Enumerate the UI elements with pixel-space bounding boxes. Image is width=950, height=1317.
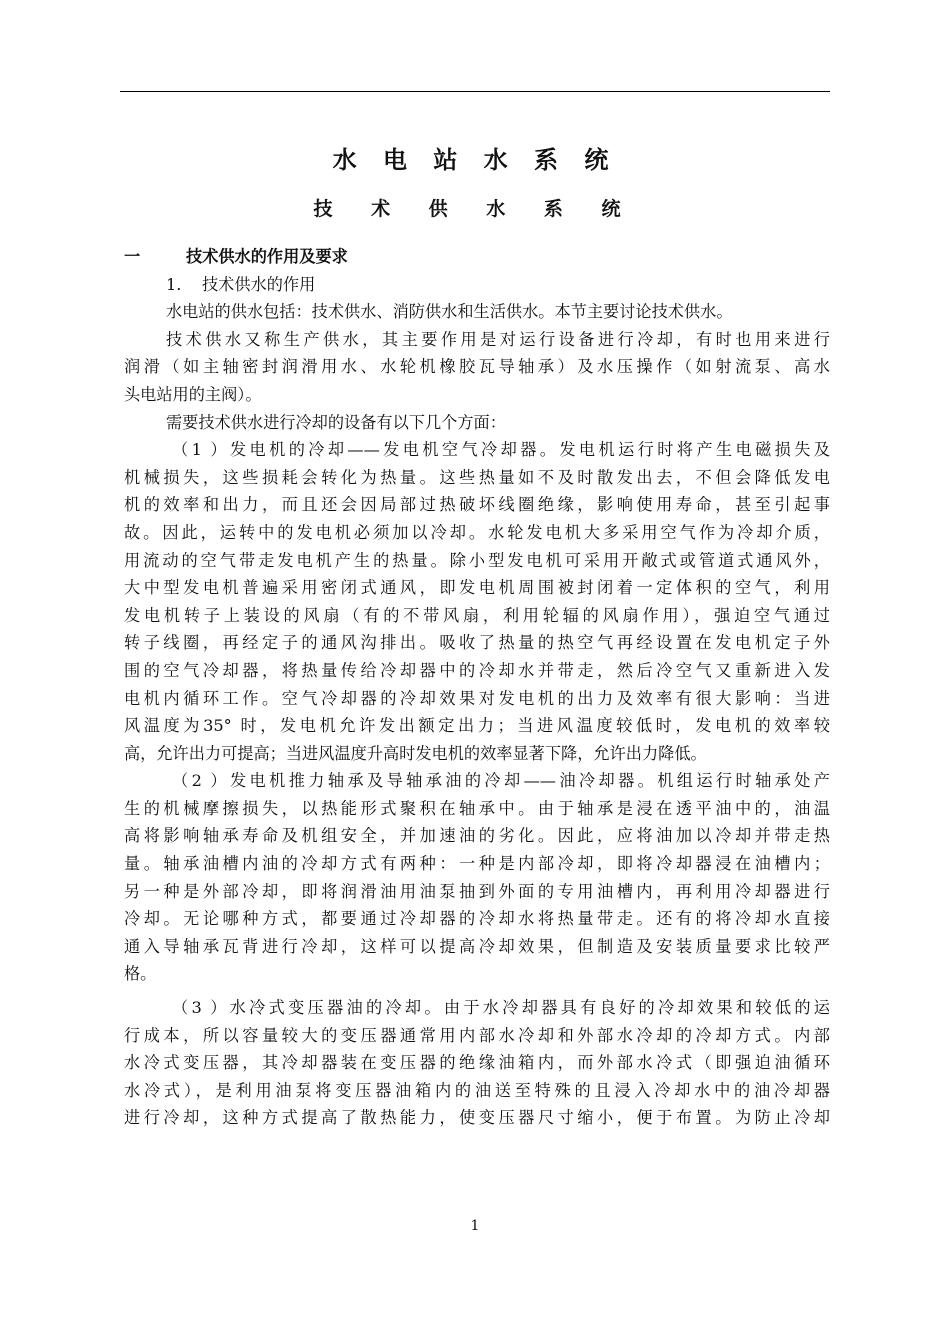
text-line: 水电站的供水包括：技术供水、消防供水和生活供水。本节主要讨论技术供水。 [166, 302, 733, 322]
text-line: 用流动的空气带走发电机产生的热量。除小型发电机可采用开敞式或管道式通风外， [124, 550, 830, 570]
text-line: 量。轴承油槽内油的冷却方式有两种：一种是内部冷却，即将冷却器浸在油槽内； [124, 854, 830, 874]
page-number: 1 [470, 1218, 480, 1234]
document-body [124, 243, 830, 1132]
text-line: 水冷式），是利用油泵将变压器油箱内的油送至特殊的且浸入冷却水中的油冷却器 [124, 1080, 830, 1100]
subsection-number: 1. [166, 274, 182, 294]
text-line: 格。 [124, 964, 157, 984]
section-number: 一 [124, 247, 141, 266]
text-line: （1 ）发电机的冷却——发电机空气冷却器。发电机运行时将产生电磁损失及 [172, 440, 830, 460]
text-line: 通入导轴承瓦背进行冷却，这样可以提高冷却效果，但制造及安装质量要求比较严 [124, 936, 830, 956]
text-line: （3 ）水冷式变压器油的冷却。由于水冷却器具有良好的冷却效果和较低的运 [172, 998, 830, 1018]
text-line: 水冷式变压器，其冷却器装在变压器的绝缘油箱内，而外部水冷式（即强迫油循环 [124, 1053, 830, 1073]
text-line: 机的效率和出力，而且还会因局部过热破坏线圈绝缘，影响使用寿命，甚至引起事 [124, 495, 830, 515]
text-line: 大中型发电机普遍采用密闭式通风，即发电机周围被封闭着一定体积的空气，利用 [124, 578, 830, 598]
document-subtitle: 技 术 供 水 系 统 [313, 198, 637, 220]
text-line: 故。因此，运转中的发电机必须加以冷却。水轮发电机大多采用空气作为冷却介质， [124, 522, 830, 542]
text-line: （2 ）发电机推力轴承及导轴承油的冷却——油冷却器。机组运行时轴承处产 [172, 771, 830, 791]
text-line: 润滑（如主轴密封润滑用水、水轮机橡胶瓦导轴承）及水压操作（如射流泵、高水 [124, 357, 830, 377]
subsection-title: 技术供水的作用 [202, 274, 316, 294]
subsection-heading [124, 271, 830, 299]
text-line: 另一种是外部冷却，即将润滑油用油泵抽到外面的专用油槽内，再利用冷却器进行 [124, 881, 830, 901]
text-line: 行成本，所以容量较大的变压器通常用内部水冷却和外部水冷却的冷却方式。内部 [124, 1025, 830, 1045]
text-line: 进行冷却，这种方式提高了散热能力，使变压器尺寸缩小，便于布置。为防止冷却 [124, 1108, 830, 1128]
section-title: 技术供水的作用及要求 [186, 247, 348, 266]
text-line: 生的机械摩擦损失，以热能形式聚积在轴承中。由于轴承是浸在透平油中的，油温 [124, 798, 830, 818]
header-rule [120, 91, 830, 92]
text-line: 电机内循环工作。空气冷却器的冷却效果对发电机的出力及效率有很大影响：当进 [124, 688, 830, 708]
section-heading [124, 243, 830, 271]
text-line: 发电机转子上装设的风扇（有的不带风扇，利用轮辐的风扇作用），强迫空气通过 [124, 605, 830, 625]
text-line: 技术供水又称生产供水，其主要作用是对运行设备进行冷却，有时也用来进行 [166, 329, 830, 349]
text-line: 围的空气冷却器，将热量传给冷却器中的冷却水并带走，然后冷空气又重新进入发 [124, 660, 830, 680]
text-line: 需要技术供水进行冷却的设备有以下几个方面： [166, 412, 506, 432]
text-line: 高将影响轴承寿命及机组安全，并加速油的劣化。因此，应将油加以冷却并带走热 [124, 826, 830, 846]
text-line: 风温度为35° 时，发电机允许发出额定出力；当进风温度较低时，发电机的效率较 [124, 716, 830, 736]
text-line: 高，允许出力可提高；当进风温度升高时发电机的效率显著下降，允许出力降低。 [124, 743, 707, 763]
text-line: 头电站用的主阀）。 [124, 384, 262, 404]
text-line: 机械损失，这些损耗会转化为热量。这些热量如不及时散发出去，不但会降低发电 [124, 467, 830, 487]
text-line: 转子线圈，再经定子的通风沟排出。吸收了热量的热空气再经设置在发电机定子外 [124, 633, 830, 653]
text-line: 冷却。无论哪种方式，都要通过冷却器的冷却水将热量带走。还有的将冷却水直接 [124, 909, 830, 929]
document-title: 水 电 站 水 系 统 [332, 146, 618, 174]
